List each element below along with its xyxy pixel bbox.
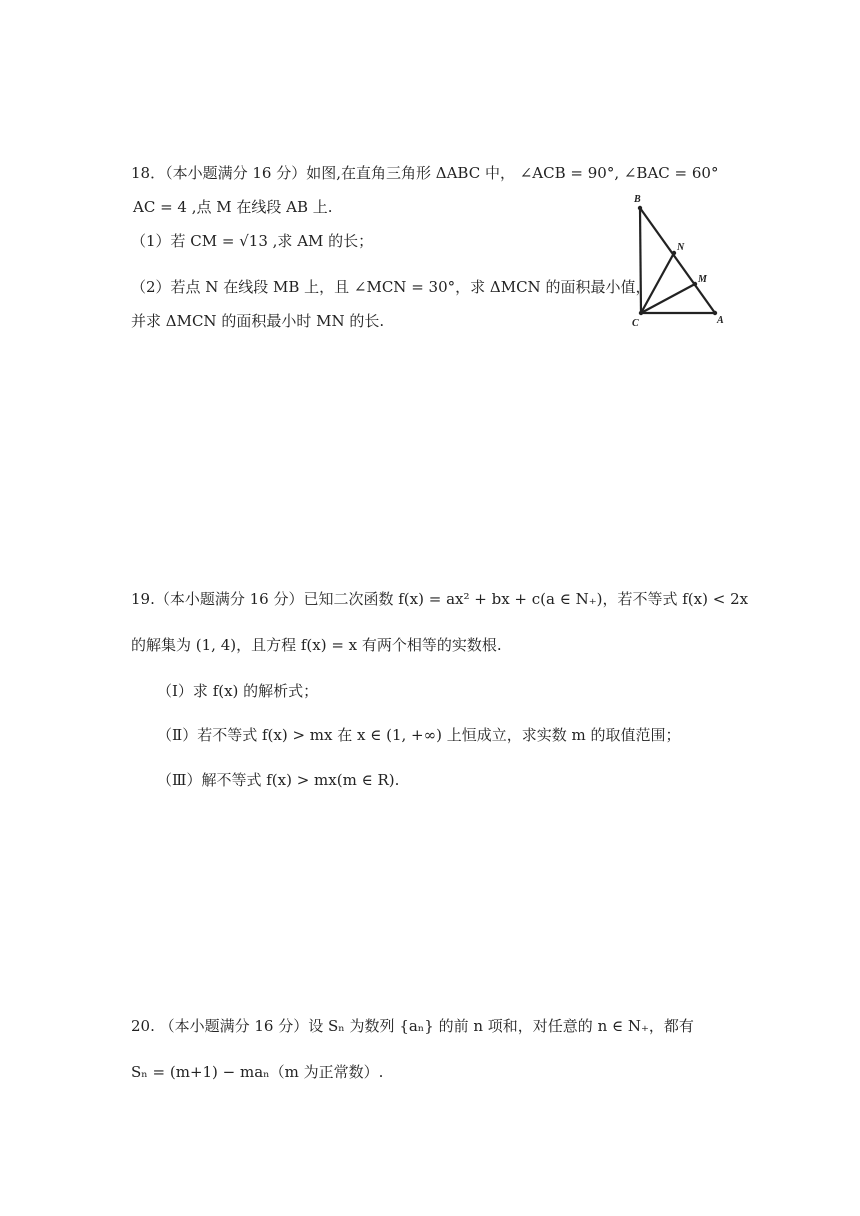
problem-19-line-4: （Ⅱ）若不等式 f(x) > mx 在 x ∈ (1, +∞) 上恒成立，求实数 m 的取值范围； (157, 726, 681, 744)
problem-19-line-3: （Ⅰ）求 f(x) 的解析式； (157, 682, 319, 700)
problem-20-line-2: Sₙ = (m+1) − maₙ（m 为正常数）. (131, 1063, 384, 1081)
point-m (693, 282, 697, 286)
point-c (639, 311, 643, 315)
problem-18-line-5: 并求 ΔMCN 的面积最小时 MN 的长. (131, 312, 385, 330)
problem-19-line-2: 的解集为 (1, 4)，且方程 f(x) = x 有两个相等的实数根. (131, 636, 502, 654)
problem-18-line-4: （2）若点 N 在线段 MB 上，且 ∠MCN = 30°，求 ΔMCN 的面积最小值， (131, 278, 651, 296)
triangle-figure (620, 192, 730, 332)
problem-19-line-5: （Ⅲ）解不等式 f(x) > mx(m ∈ R). (157, 771, 400, 789)
segment-ba (640, 208, 715, 313)
point-n (672, 251, 676, 255)
problem-18-line-3: （1）若 CM = √13 ,求 AM 的长； (131, 232, 374, 250)
label-n: N (677, 242, 685, 253)
label-a: A (717, 315, 724, 326)
label-c: C (632, 318, 639, 329)
point-b (638, 206, 642, 210)
label-m: M (698, 274, 707, 285)
segment-bc (640, 208, 641, 313)
problem-20-line-1: 20. （本小题满分 16 分）设 Sₙ 为数列 {aₙ} 的前 n 项和，对任意的 n ∈ N₊，都有 (131, 1017, 694, 1035)
problem-19-line-1: 19.（本小题满分 16 分）已知二次函数 f(x) = ax² + bx + c(a ∈ N₊)，若不等式 f(x) < 2x (131, 590, 749, 608)
problem-18-line-2: AC = 4 ,点 M 在线段 AB 上. (133, 198, 333, 216)
label-b: B (634, 194, 641, 205)
problem-18-line-1: 18．（本小题满分 16 分）如图,在直角三角形 ΔABC 中， ∠ACB = 90°, ∠BAC = 60° (131, 164, 719, 182)
